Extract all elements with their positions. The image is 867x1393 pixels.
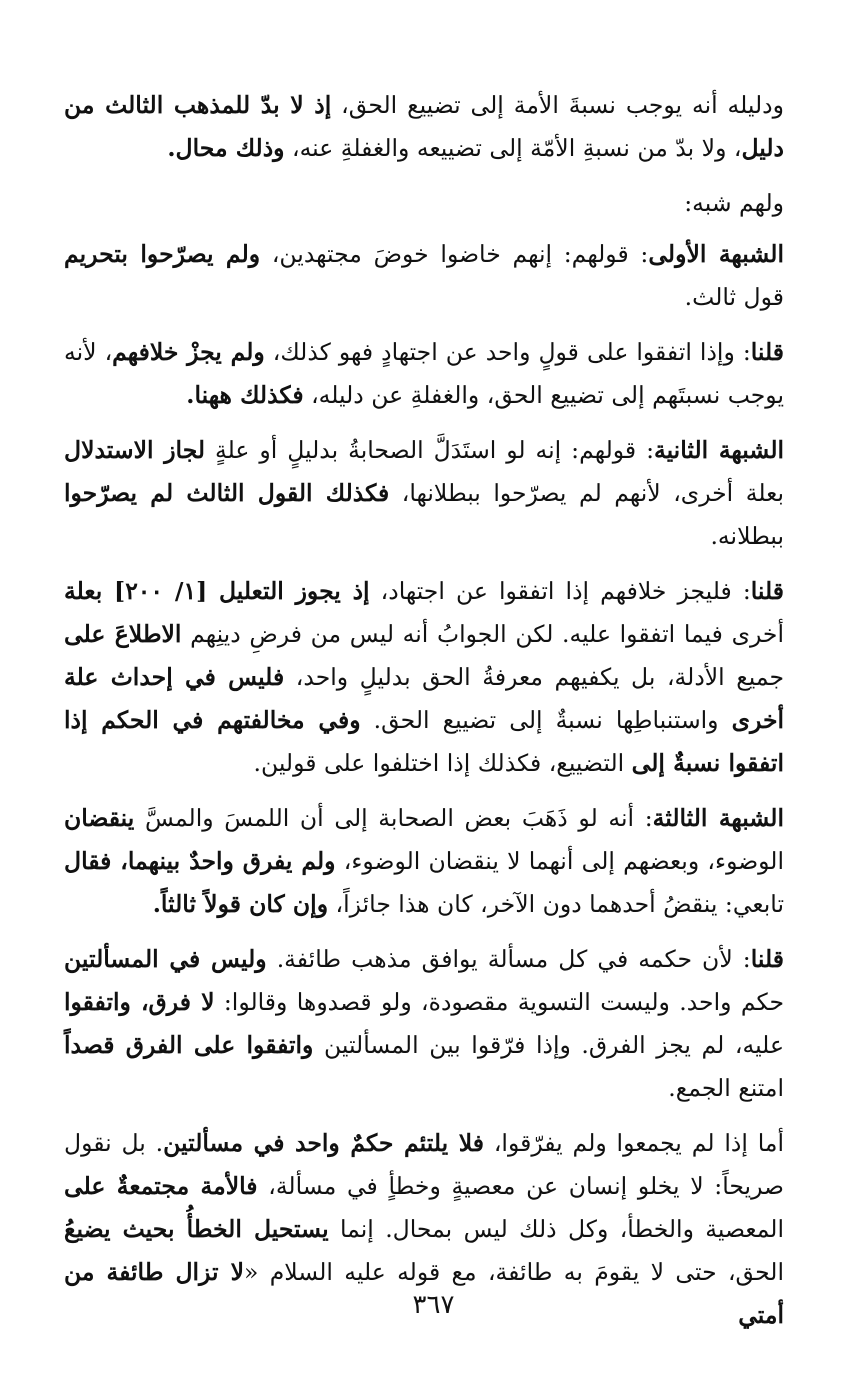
bold-text-segment: واتفقوا على الفرق قصداً	[64, 1031, 314, 1059]
bold-text-segment: الشبهة الثالثة	[652, 804, 784, 832]
bold-text-segment: لا فرق، واتفقوا	[64, 988, 215, 1016]
text-segment: ودليله أنه يوجب نسبةَ الأمة إلى تضييع الحق،	[331, 91, 784, 119]
bold-text-segment: وإن كان قولاً ثالثاً.	[152, 890, 329, 918]
bold-text-segment: ولم يفرق واحدٌ بينهما، فقال	[64, 847, 336, 875]
bold-text-segment: لجاز الاستدلال	[64, 436, 206, 464]
text-segment: الحق، حتى لا يقومَ به طائفة، مع قوله عليه السلام «	[244, 1258, 784, 1286]
paragraph-1	[64, 84, 808, 170]
text-segment: أخرى فيما اتفقوا عليه. لكن الجوابُ أنه ليس من فرضِ دينِهم	[181, 620, 784, 648]
text-segment: . بل نقول صريحاً: لا يخلو إنسان عن معصيةٍ وخطأٍ في مسألة،	[64, 1129, 784, 1200]
text-segment: امتنع الجمع.	[668, 1074, 784, 1102]
bold-text-segment: الشبهة الأولى	[648, 240, 784, 268]
text-segment: أما إذا لم يجمعوا ولم يفرّقوا،	[483, 1129, 784, 1157]
paragraph-6	[64, 570, 808, 785]
page-number: ٣٦٧	[412, 1290, 455, 1320]
bold-text-segment: وذلك محال.	[167, 134, 285, 162]
bold-text-segment: لا تزال طائفة من أمتي	[64, 1258, 784, 1329]
bold-text-segment: ينقضان	[64, 804, 135, 832]
paragraph-3	[64, 233, 808, 319]
bold-text-segment: إذ يجوز التعليل [١/ ٢٠٠] بعلة	[64, 577, 370, 605]
text-segment: ، ولا بدّ من نسبةِ الأمّة إلى تضييعه والغفلةِ عنه،	[284, 134, 742, 162]
bold-text-segment: فكذلك ههنا.	[186, 381, 304, 409]
page-body	[64, 84, 808, 1349]
bold-text-segment: الشبهة الثانية	[653, 436, 785, 464]
paragraph-2	[64, 182, 808, 225]
bold-text-segment: فالأمة مجتمعةٌ على	[64, 1172, 258, 1200]
paragraph-4	[64, 331, 808, 417]
bold-text-segment: فكذلك القول الثالث لم يصرّحوا	[64, 479, 390, 507]
text-segment: : لأن حكمه في كل مسألة يوافق مذهب طائفة.	[266, 945, 751, 973]
paragraph-5	[64, 429, 808, 558]
bold-text-segment: وفي مخالفتهم في الحكم إذا اتفقوا نسبةٌ إلى	[64, 706, 784, 777]
text-segment: بعلة أخرى، لأنهم لم يصرّحوا ببطلانها،	[389, 479, 784, 507]
bold-text-segment: يستحيل الخطأُ بحيث يضيعُ	[64, 1215, 329, 1243]
text-segment: ، لأنه يوجب نسبتَهم إلى تضييع الحق، والغفلةِ عن دليله،	[64, 338, 784, 409]
text-segment: عليه، لم يجز الفرق. وإذا فرّقوا بين المسألتين	[313, 1031, 784, 1059]
bold-text-segment: قلنا	[750, 338, 785, 366]
text-segment: ولهم شبه:	[684, 189, 784, 217]
text-segment: الوضوء، وبعضهم إلى أنهما لا ينقضان الوضوء،	[335, 847, 784, 875]
text-segment: حكم واحد. وليست التسوية مقصودة، ولو قصدوها وقالوا:	[214, 988, 784, 1016]
bold-text-segment: ولم يصرّحوا بتحريم	[64, 240, 261, 268]
text-segment: واستنباطِها نسبةٌ إلى تضييع الحق.	[360, 706, 732, 734]
text-segment: جميع الأدلة، بل يكفيهم معرفةُ الحق بدليلٍ واحد،	[284, 663, 785, 691]
text-segment: : أنه لو ذَهَبَ بعض الصحابة إلى أن اللمسَ والمسَّ	[134, 804, 653, 832]
paragraph-7	[64, 797, 808, 926]
bold-text-segment: فليس في إحداث علة أخرى	[64, 663, 784, 734]
text-segment: : قولهم: إنه لو استَدَلَّ الصحابةُ بدليلٍ أو علةٍ	[205, 436, 654, 464]
text-segment: ببطلانه.	[710, 522, 784, 550]
text-segment: التضييع، فكذلك إذا اختلفوا على قولين.	[253, 749, 632, 777]
paragraph-8	[64, 938, 808, 1110]
text-segment: : قولهم: إنهم خاضوا خوضَ مجتهدين،	[260, 240, 649, 268]
text-segment: : وإذا اتفقوا على قولٍ واحد عن اجتهادٍ فهو كذلك،	[264, 338, 751, 366]
text-segment: قول ثالث.	[684, 283, 784, 311]
bold-text-segment: فلا يلتئم حكمٌ واحد في مسألتين	[163, 1129, 484, 1157]
text-segment: المعصية والخطأ، وكل ذلك ليس بمحال. إنما	[328, 1215, 784, 1243]
bold-text-segment: ولم يجزْ خلافهم	[112, 338, 265, 366]
bold-text-segment: قلنا	[750, 945, 784, 973]
text-segment: تابعي: ينقضُ أحدهما دون الآخر، كان هذا جائزاً،	[328, 890, 784, 918]
bold-text-segment: قلنا	[750, 577, 785, 605]
bold-text-segment: وليس في المسألتين	[64, 945, 267, 973]
text-segment: : فليجز خلافهم إذا اتفقوا عن اجتهاد،	[369, 577, 751, 605]
bold-text-segment: إذ لا بدّ للمذهب الثالث من دليل	[64, 91, 784, 162]
bold-text-segment: الاطلاعَ على	[64, 620, 182, 648]
